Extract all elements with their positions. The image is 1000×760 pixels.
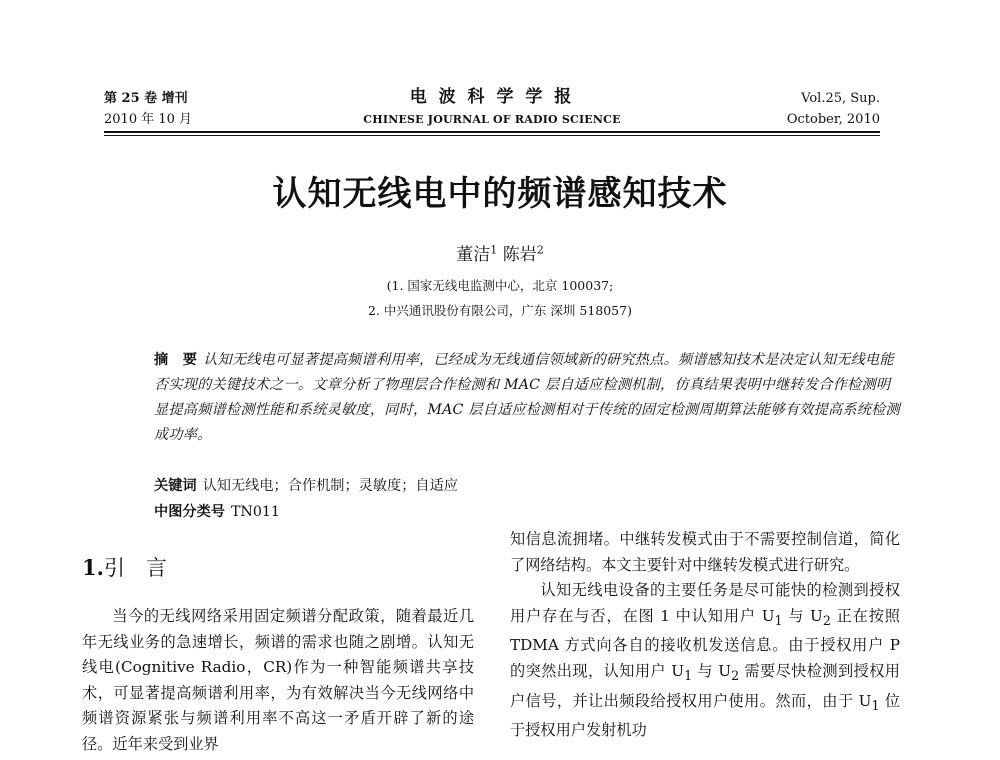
- header-right: [787, 88, 880, 130]
- subscript: 2: [731, 668, 740, 684]
- author-2: 陈岩: [502, 245, 537, 265]
- abstract-label: 摘 要: [154, 352, 198, 368]
- date-en: October, 2010: [786, 112, 880, 127]
- volume-en: Vol.25, Sup.: [801, 91, 880, 106]
- author-1-mark: 1: [490, 243, 498, 257]
- subscript: 1: [684, 668, 693, 684]
- text-run: 需要尽快检测到授权用户信号，并让出频段给授权用户使用。然而，由于 U: [510, 662, 900, 710]
- date-cn: 2010 年 10 月: [104, 112, 193, 127]
- affiliation-1: (1. 国家无线电监测中心，北京 100037;: [386, 278, 614, 293]
- subscript: 1: [871, 697, 880, 713]
- text-run: 位于授权用户发射机功: [510, 691, 901, 740]
- author-line: [0, 240, 1000, 265]
- section-heading: [82, 552, 167, 582]
- volume-cn: 第 25 卷 增刊: [104, 91, 188, 106]
- header-center: [104, 84, 880, 130]
- section-title: 引 言: [103, 556, 167, 580]
- subscript: 1: [774, 612, 783, 628]
- journal-name-en: CHINESE JOURNAL OF RADIO SCIENCE: [363, 113, 621, 126]
- header-rule-thin: [104, 135, 880, 136]
- text-run: 认知无线电设备的主要任务是尽可能快的检测到授权用户存在与否，在图 1 中认知用户 U: [510, 581, 900, 625]
- body-column-right: [510, 527, 900, 744]
- text-run: 与 U: [782, 606, 823, 625]
- body-column-left: [82, 604, 474, 758]
- affiliation-2: 2. 中兴通讯股份有限公司，广东 深圳 518057): [368, 303, 632, 318]
- text-run: 正在按照 TDMA 方式向各自的接收机发送信息。由于授权用户 P 的突然出现，认知用户 U: [510, 606, 900, 680]
- body-paragraph: 知信息流拥堵。中继转发模式由于不需要控制信道，简化了网络结构。本文主要针对中继转发模式进行研究。: [510, 530, 900, 574]
- keywords: [154, 474, 900, 499]
- paper-title: 认知无线电中的频谱感知技术: [272, 174, 728, 214]
- abstract-text: 认知无线电可显著提高频谱利用率，已经成为无线通信领域新的研究热点。频谱感知技术是决定认知无线电能否实现的关键技术之一。文章分析了物理层合作检测和 MAC 层自适应检测机制，仿真结果表明中继转发合作检测明显提高频谱检测性能和系统灵敏度，同时，MAC 层自适应检测相对于传统的固定检测周期算法能够有效提高系统检测成功率。: [154, 352, 900, 443]
- text-run: 与 U: [692, 662, 732, 680]
- subscript: 2: [822, 612, 831, 628]
- keywords-text: 认知无线电；合作机制；灵敏度；自适应: [202, 478, 458, 494]
- body-paragraph: [510, 578, 900, 744]
- keywords-label: 关键词: [154, 478, 197, 494]
- running-header: [104, 84, 880, 136]
- classification: [154, 500, 900, 525]
- section-number: 1.: [82, 555, 104, 580]
- body-paragraph: 当今的无线网络采用固定频谱分配政策，随着最近几年无线业务的急速增长，频谱的需求也随之剧增。认知无线电(Cognitive Radio，CR)作为一种智能频谱共享技术，可显著提高频谱利用率，为有效解决当今无线网络中频谱资源紧张与频谱利用率不高这一矛盾开辟了新的途径。近年来受到业界: [82, 607, 474, 753]
- header-rule: [104, 131, 880, 133]
- classification-text: TN011: [230, 504, 280, 520]
- author-2-mark: 2: [536, 243, 544, 257]
- classification-label: 中图分类号: [154, 504, 225, 520]
- author-1: 董洁: [456, 245, 491, 265]
- journal-name-cn: 电 波 科 学 学 报: [409, 87, 575, 107]
- abstract: [154, 348, 900, 448]
